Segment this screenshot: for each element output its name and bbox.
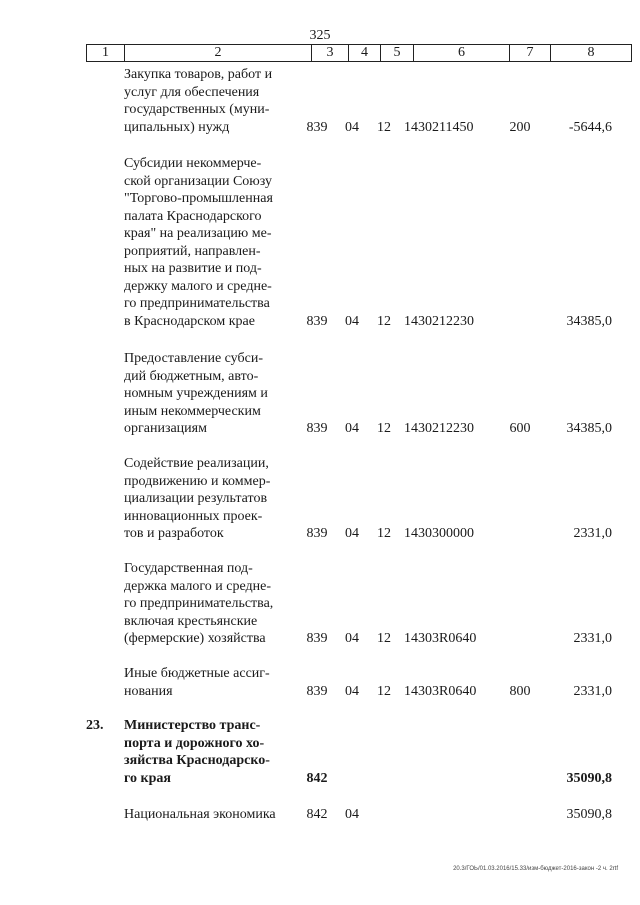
column-header-3: 3 xyxy=(312,45,349,62)
column-header-5: 5 xyxy=(381,45,414,62)
cell-target-article: 14303R0640 xyxy=(404,683,477,699)
cell-section: 04 xyxy=(345,421,359,436)
column-header-7: 7 xyxy=(510,45,551,62)
description-line: организациям xyxy=(124,421,207,436)
cell-ministry-code: 839 xyxy=(306,631,328,646)
cell-subsection: 12 xyxy=(377,683,391,699)
description-line: палата Краснодарского xyxy=(124,208,262,224)
cell-expense-type: 200 xyxy=(509,119,531,135)
cell-subsection: 12 xyxy=(377,421,391,436)
cell-target-article: 1430212230 xyxy=(404,313,474,329)
description-line: инновационных проек- xyxy=(124,508,263,524)
cell-target-article: 1430212230 xyxy=(404,421,474,436)
cell-subsection: 12 xyxy=(377,313,391,329)
table-row xyxy=(86,66,616,136)
cell-section: 04 xyxy=(345,683,359,699)
cell-section: 04 xyxy=(345,313,359,329)
cell-ministry-code: 842 xyxy=(306,807,328,822)
table-row xyxy=(86,155,616,330)
cell-section: 04 xyxy=(345,631,359,646)
row-description xyxy=(124,717,380,787)
cell-amount: 34385,0 xyxy=(566,313,612,329)
cell-ministry-code: 842 xyxy=(306,770,328,786)
column-header-1: 1 xyxy=(87,45,125,62)
cell-amount: 35090,8 xyxy=(566,807,612,822)
cell-subsection: 12 xyxy=(377,119,391,135)
cell-target-article: 14303R0640 xyxy=(404,631,477,646)
description-line: го края xyxy=(124,770,171,786)
cell-section: 04 xyxy=(345,807,359,822)
cell-section: 04 xyxy=(345,119,359,135)
cell-target-article: 1430300000 xyxy=(404,526,474,541)
description-line: порта и дорожного хо- xyxy=(124,735,265,751)
description-line: Иные бюджетные ассиг- xyxy=(124,666,270,681)
description-line: ципальных) нужд xyxy=(124,119,230,135)
column-header-table xyxy=(86,44,632,62)
description-line: роприятий, направлен- xyxy=(124,243,261,259)
description-line: Предоставление субси- xyxy=(124,351,263,366)
page-number: 325 xyxy=(309,28,331,43)
table-row xyxy=(86,350,616,438)
description-line: дий бюджетным, авто- xyxy=(124,368,259,384)
cell-ministry-code: 839 xyxy=(306,119,328,135)
table-row xyxy=(86,665,616,701)
cell-ministry-code: 839 xyxy=(306,526,328,541)
description-line: номным учреждениям и xyxy=(124,386,268,401)
document-footer: 20.3/ГОЬ/01.03.2016/15.33/изм-бюджет-2016-закон -2 ч. 2rtf xyxy=(453,866,618,872)
cell-amount: -5644,6 xyxy=(568,119,612,135)
description-line: государственных (муни- xyxy=(124,102,270,117)
table-row-ministry xyxy=(86,717,616,787)
cell-ministry-code: 839 xyxy=(306,421,328,436)
description-line: Министерство транс- xyxy=(124,718,261,733)
description-line: Национальная экономика xyxy=(124,807,276,822)
cell-amount: 35090,8 xyxy=(566,770,612,786)
description-line: го предпринимательства xyxy=(124,296,270,311)
cell-amount: 2331,0 xyxy=(573,631,612,646)
description-line: в Краснодарском крае xyxy=(124,313,255,329)
column-header-4: 4 xyxy=(349,45,381,62)
description-line: Содействие реализации, xyxy=(124,456,269,471)
cell-amount: 34385,0 xyxy=(566,421,612,436)
description-line: тов и разработок xyxy=(124,526,224,541)
description-line: услуг для обеспечения xyxy=(124,84,260,100)
description-line: (фермерские) хозяйства xyxy=(124,631,266,646)
description-line: циализации результатов xyxy=(124,491,268,506)
table-row xyxy=(86,806,616,824)
row-number: 23. xyxy=(86,718,104,733)
column-header-6: 6 xyxy=(414,45,510,62)
cell-section: 04 xyxy=(345,526,359,541)
description-line: зяйства Краснодарско- xyxy=(124,753,270,768)
cell-expense-type: 600 xyxy=(509,421,531,436)
description-line: "Торгово-промышленная xyxy=(124,191,273,206)
description-line: держка малого и средне- xyxy=(124,578,272,594)
description-line: Государственная под- xyxy=(124,561,253,576)
cell-amount: 2331,0 xyxy=(573,526,612,541)
description-line: ской организации Союзу xyxy=(124,173,272,189)
description-line: ных на развитие и под- xyxy=(124,261,262,276)
cell-ministry-code: 839 xyxy=(306,313,328,329)
cell-ministry-code: 839 xyxy=(306,683,328,699)
row-description xyxy=(124,155,380,330)
description-line: го предпринимательства, xyxy=(124,596,274,611)
cell-subsection: 12 xyxy=(377,631,391,646)
cell-subsection: 12 xyxy=(377,526,391,541)
description-line: нования xyxy=(124,683,173,699)
description-line: включая крестьянские xyxy=(124,613,258,629)
column-header-2: 2 xyxy=(125,45,312,62)
description-line: Субсидии некоммерче- xyxy=(124,156,262,171)
description-line: держку малого и средне- xyxy=(124,278,272,294)
cell-expense-type: 800 xyxy=(509,683,531,699)
table-row xyxy=(86,560,616,648)
column-header-8: 8 xyxy=(551,45,632,62)
table-row xyxy=(86,455,616,543)
description-line: продвижению и коммер- xyxy=(124,473,271,489)
description-line: Закупка товаров, работ и xyxy=(124,67,273,82)
cell-amount: 2331,0 xyxy=(573,683,612,699)
description-line: иным некоммерческим xyxy=(124,403,261,419)
cell-target-article: 1430211450 xyxy=(404,119,474,135)
description-line: края" на реализацию ме- xyxy=(124,226,272,241)
